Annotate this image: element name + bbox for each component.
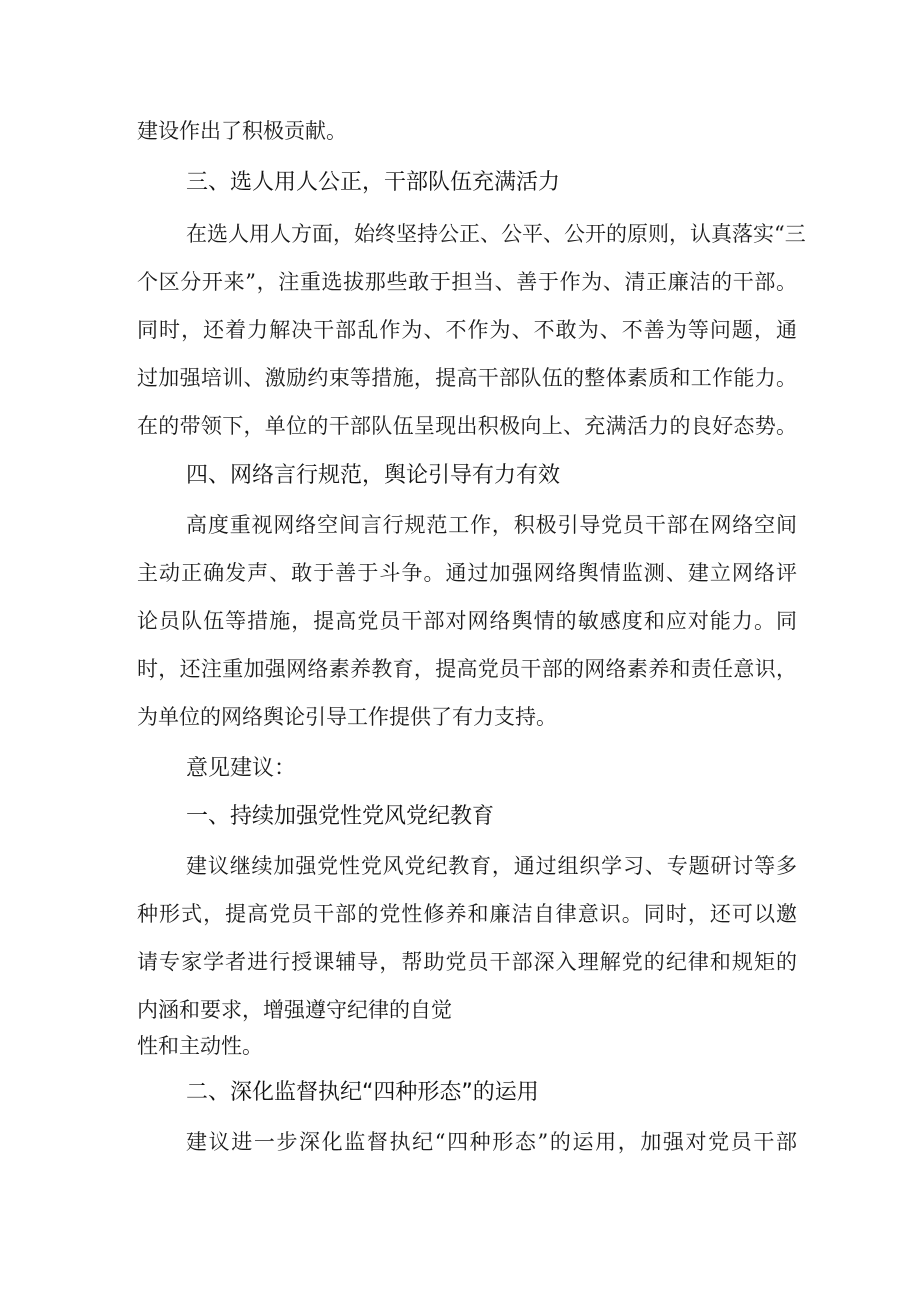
- paragraph-line: 请专家学者进行授课辅导，帮助党员干部深入理解党的纪律和规矩的: [137, 950, 797, 974]
- paragraph-line: 个区分开来”，注重选拔那些敢于担当、善于作为、清正廉洁的干部。: [137, 270, 797, 294]
- suggestions-label: 意见建议：: [186, 756, 297, 781]
- paragraph-line: 论员队伍等措施，提高党员干部对网络舆情的敏感度和应对能力。同: [137, 609, 797, 633]
- suggestion-heading-2: 二、深化监督执纪“四种形态”的运用: [186, 1080, 539, 1105]
- paragraph-line: 在的带领下，单位的干部队伍呈现出积极向上、充满活力的良好态势。: [137, 414, 797, 438]
- paragraph-line: 建设作出了积极贡献。: [137, 119, 347, 143]
- suggestion-heading-1: 一、持续加强党性党风党纪教育: [186, 804, 495, 829]
- paragraph-line: 建议继续加强党性党风党纪教育，通过组织学习、专题研讨等多: [186, 854, 797, 878]
- paragraph-line: 高度重视网络空间言行规范工作，积极引导党员干部在网络空间: [186, 513, 797, 537]
- paragraph-line: 为单位的网络舆论引导工作提供了有力支持。: [137, 705, 557, 729]
- paragraph-line: 时，还注重加强网络素养教育，提高党员干部的网络素养和责任意识，: [137, 657, 797, 681]
- paragraph-line: 主动正确发声、敢于善于斗争。通过加强网络舆情监测、建立网络评: [137, 561, 797, 585]
- paragraph-line: 在选人用人方面，始终坚持公正、公平、公开的原则，认真落实“三: [186, 222, 806, 246]
- paragraph-line: 过加强培训、激励约束等措施，提高干部队伍的整体素质和工作能力。: [137, 366, 797, 390]
- paragraph-line: 种形式，提高党员干部的党性修养和廉洁自律意识。同时，还可以邀: [137, 902, 797, 926]
- section-heading-3: 三、选人用人公正，干部队伍充满活力: [186, 170, 561, 195]
- paragraph-line: 建议进一步深化监督执纪“四种形态”的运用，加强对党员干部: [186, 1130, 797, 1154]
- paragraph-line: 内涵和要求，增强遵守纪律的自觉: [137, 998, 452, 1022]
- paragraph-line: 性和主动性。: [137, 1034, 263, 1058]
- section-heading-4: 四、网络言行规范，舆论引导有力有效: [186, 463, 561, 488]
- paragraph-line: 同时，还着力解决干部乱作为、不作为、不敢为、不善为等问题，通: [137, 318, 797, 342]
